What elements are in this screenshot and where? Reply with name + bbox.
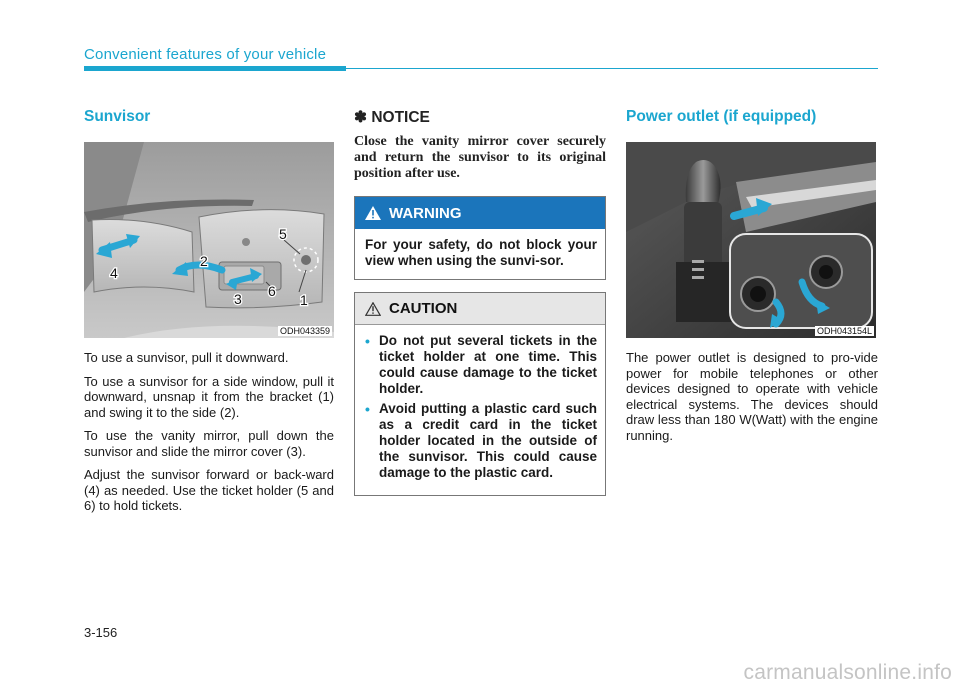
sunvisor-title: Sunvisor <box>84 108 151 125</box>
notice-text: Close the vanity mirror cover securely and return the sunvisor to its original position after use. <box>354 134 606 181</box>
warning-title: WARNING <box>389 204 462 222</box>
sunvisor-figure <box>84 142 334 338</box>
power-outlet-figure-code: ODH043154L <box>816 326 872 336</box>
page-number: 3-156 <box>84 625 118 640</box>
sunvisor-paragraph-1: To use a sunvisor, pull it downward. <box>84 350 289 365</box>
power-outlet-column <box>626 108 878 443</box>
power-outlet-illustration <box>626 142 876 338</box>
sunvisor-column <box>84 108 334 514</box>
notice-title-text: NOTICE <box>371 109 430 126</box>
caution-body <box>355 325 605 495</box>
callout-2: 2 <box>200 253 208 269</box>
header-rule <box>346 68 878 69</box>
power-outlet-title: Power outlet (if equipped) <box>626 108 817 125</box>
sunvisor-paragraph-2: To use a sunvisor for a side window, pull it downward, unsnap it from the bracket (1) and swing it to the side (2). <box>84 373 334 420</box>
callout-4: 4 <box>110 265 118 281</box>
warning-triangle-icon <box>365 206 381 220</box>
caution-header <box>355 293 605 325</box>
callout-1: 1 <box>300 292 308 308</box>
watermark: carmanualsonline.info <box>743 661 952 684</box>
caution-triangle-icon <box>365 302 381 316</box>
power-outlet-text: The power outlet is designed to pro-vide power for mobile telephones or other devices designed to operate with vehicle electrical systems. The devices should draw less than 180 W(Watt) with the engine running. <box>626 350 878 443</box>
sunvisor-paragraph-4: Adjust the sunvisor forward or back-ward (4) as needed. Use the ticket holder (5 and 6) to hold tickets. <box>84 467 334 513</box>
sunvisor-illustration <box>84 142 334 338</box>
bullet-icon: • <box>365 333 370 349</box>
caution-item-text: Avoid putting a plastic card such as a credit card in the ticket holder located in the outside of the sunvisor. This could cause damage to the plastic card. <box>379 401 597 480</box>
caution-title: CAUTION <box>389 300 458 317</box>
caution-item <box>365 401 597 481</box>
bullet-icon: • <box>365 401 370 417</box>
section-header-title: Convenient features of your vehicle <box>84 46 327 63</box>
power-outlet-figure <box>626 142 876 338</box>
warning-header <box>355 197 605 229</box>
sunvisor-figure-code: ODH043359 <box>279 326 330 336</box>
caution-box <box>354 292 606 496</box>
callout-3: 3 <box>234 291 242 307</box>
warning-box <box>354 196 606 280</box>
caution-item <box>365 333 597 397</box>
caution-item-text: Do not put several tickets in the ticket holder at one time. This could cause damage to the ticket holder. <box>379 333 597 396</box>
notice-column <box>354 108 606 496</box>
sunvisor-paragraph-3: To use the vanity mirror, pull down the sunvisor and slide the mirror cover (3). <box>84 428 334 459</box>
warning-text: For your safety, do not block your view when using the sunvi-sor. <box>365 237 597 268</box>
callout-5: 5 <box>279 226 287 242</box>
notice-star-icon: ✽ <box>354 109 367 126</box>
header-accent-bar <box>84 66 346 71</box>
notice-title <box>354 108 606 128</box>
callout-6: 6 <box>268 283 276 299</box>
